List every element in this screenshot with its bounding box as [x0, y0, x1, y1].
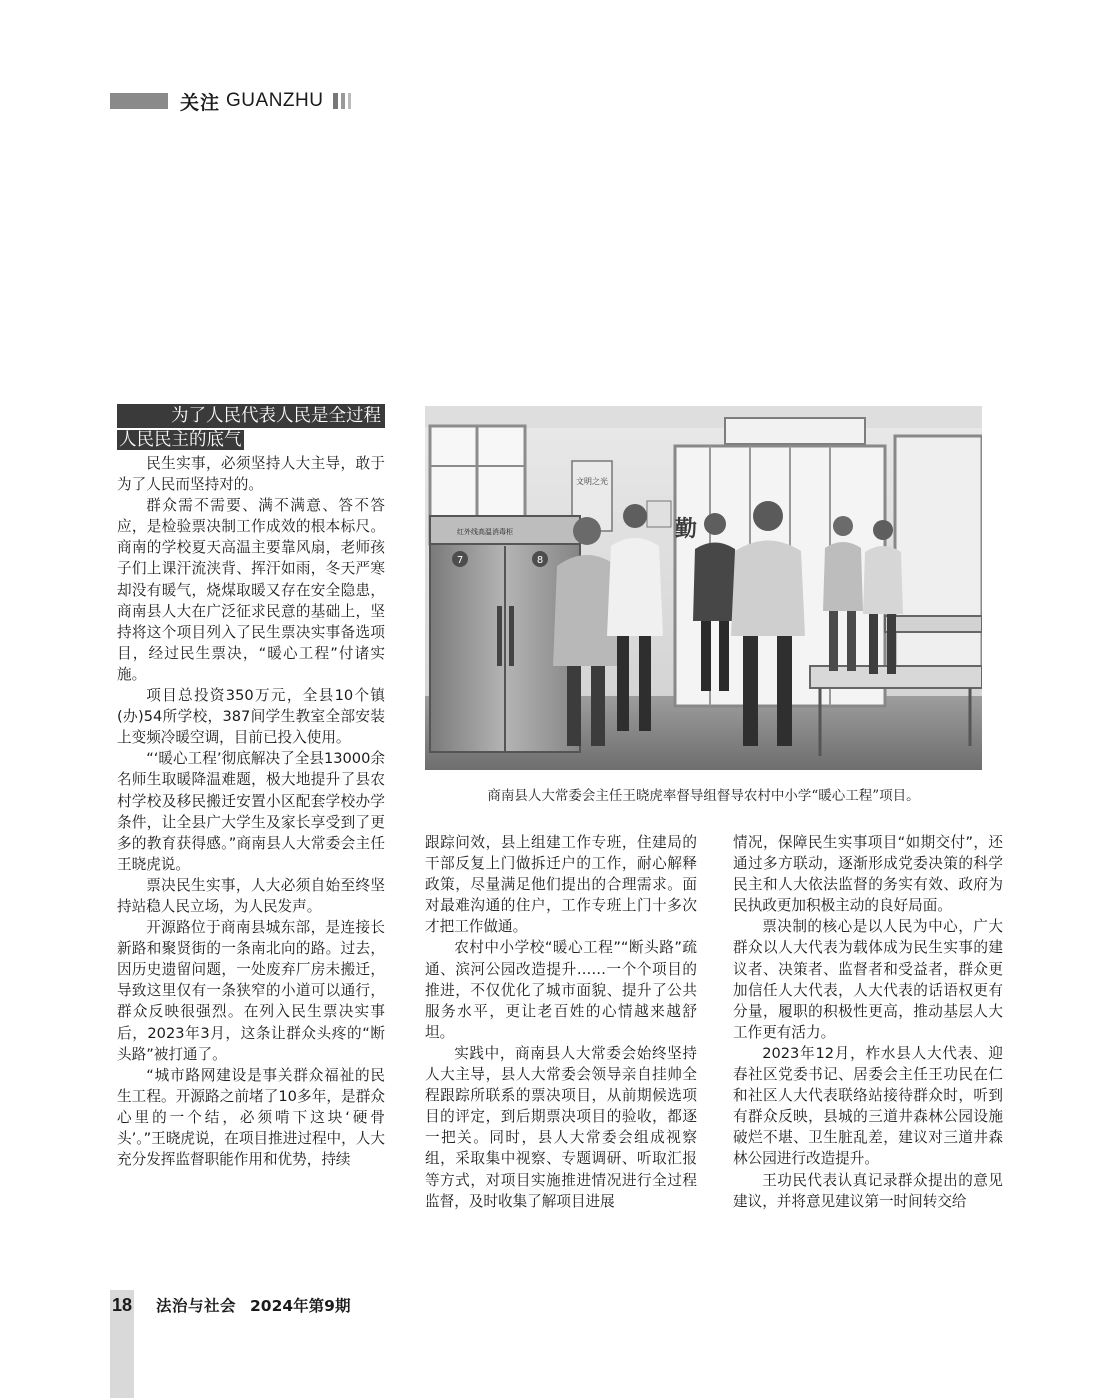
section-label-cn: 关注 — [180, 91, 221, 114]
paragraph: 开源路位于商南县城东部，是连接长新路和聚贤街的一条南北向的路。过去，因历史遗留问题，一处废弃厂房未搬迁，导致这里仅有一条狭窄的小道可以通行，群众反映很强烈。在列入民生票决实事后，2023年3月，这条让群众头疼的“断头路”被打通了。 — [117, 919, 385, 1063]
photo-illustration — [425, 406, 982, 770]
subheading — [117, 404, 385, 452]
header-bar — [110, 93, 168, 109]
paragraph: 群众需不需要、满不满意、答不答应，是检验票决制工作成效的根本标尺。商南的学校夏天高温主要靠风扇，老师孩子们上课汗流浃背、挥汗如雨，冬天严寒却没有暖气，烧煤取暖又存在安全隐患，商南县人大在广泛征求民意的基础上，坚持将这个项目列入了民生票决实事备选项目，经过民生票决，“暖心工程”付诸实施。 — [117, 497, 385, 683]
paragraph: 民生实事，必须坚持人大主导，敢于为了人民而坚持对的。 — [117, 455, 385, 494]
paragraph: 项目总投资350万元，全县10个镇(办)54所学校，387间学生教室全部安装上变频冷暖空调，目前已投入使用。 — [117, 687, 385, 747]
paragraph: 实践中，商南县人大常委会始终坚持人大主导，县人大常委会领导亲自挂帅全程跟踪所联系的票决项目，从前期候选项目的评定，到后期票决项目的验收，都逐一把关。同时，县人大常委会组成视察组，采取集中视察、专题调研、听取汇报等方式，对项目实施推进情况进行全过程监督，及时收集了解项目进展 — [425, 1044, 697, 1210]
photo-caption: 商南县人大常委会主任王晓虎率督导组督导农村中小学“暖心工程”项目。 — [487, 788, 920, 804]
paragraph: 票决制的核心是以人民为中心，广大群众以人大代表为载体成为民生实事的建议者、决策者、监督者和受益者，群众更加信任人大代表，人大代表的话语权更有分量，履职的积极性更高，推动基层人大工作更有活力。 — [733, 918, 1003, 1041]
wall-sign-char: 勤 — [675, 516, 698, 542]
subheading-line-1: 为了人民代表人民是全过程 — [171, 406, 381, 426]
poster-text: 文明之光 — [576, 477, 608, 486]
inspection-photo — [425, 406, 982, 770]
paragraph-continued: 情况，保障民生实事项目“如期交付”，还通过多方联动，逐渐形成党委决策的科学民主和人大依法监督的务实有效、政府为民执政更加积极主动的良好局面。 — [733, 834, 1003, 915]
paragraph: “‘暖心工程’彻底解决了全县13000余名师生取暖降温难题，极大地提升了县农村学校及移民搬迁安置小区配套学校办学条件，让全县广大学生及家长享受到了更多的教育获得感。”商南县人大常委会主任王晓虎说。 — [117, 750, 385, 873]
section-label-en: GUANZHU — [226, 90, 324, 111]
article-column-2 — [425, 832, 697, 1212]
article-column-1 — [117, 404, 385, 1170]
paragraph: 票决民生实事，人大必须自始至终坚持站稳人民立场，为人民发声。 — [117, 876, 385, 915]
subheading-line-2: 人民民主的底气 — [119, 430, 242, 450]
article-column-3 — [733, 832, 1003, 1212]
cabinet-number-8: 8 — [536, 555, 544, 566]
paragraph: “城市路网建设是事关群众福祉的民生工程。开源路之前堵了10多年，是群众心里的一个结，必须啃下这块‘硬骨头’。”王晓虎说，在项目推进过程中，人大充分发挥监督职能作用和优势，持续 — [117, 1066, 385, 1169]
section-header — [110, 88, 351, 114]
cabinet-number-7: 7 — [456, 555, 464, 566]
issue-number: 2024年第9期 — [250, 1297, 351, 1315]
paragraph: 王功民代表认真记录群众提出的意见建议，并将意见建议第一时间转交给 — [733, 1171, 1003, 1210]
page-number: 18 — [111, 1294, 133, 1315]
paragraph: 2023年12月，柞水县人大代表、迎春社区党委书记、居委会主任王功民在仁和社区人大代表联络站接待群众时，听到有群众反映，县城的三道井森林公园设施破烂不堪、卫生脏乱差，建议对三道井森林公园进行改造提升。 — [733, 1044, 1003, 1168]
header-ticks — [333, 93, 351, 109]
paragraph: 农村中小学校“暖心工程”“断头路”疏通、滨河公园改造提升……一个个项目的推进，不仅优化了城市面貌、提升了公共服务水平，更让老百姓的心情越来越舒坦。 — [425, 939, 697, 1041]
magazine-title: 法治与社会 — [156, 1297, 237, 1315]
cabinet-label: 红外线高温消毒柜 — [457, 528, 513, 536]
paragraph-continued: 跟踪问效，县上组建工作专班，住建局的干部反复上门做拆迁户的工作，耐心解释政策，尽量满足他们提出的合理需求。面对最难沟通的住户，工作专班上门十多次才把工作做通。 — [425, 834, 697, 936]
page-footer — [110, 1294, 350, 1316]
